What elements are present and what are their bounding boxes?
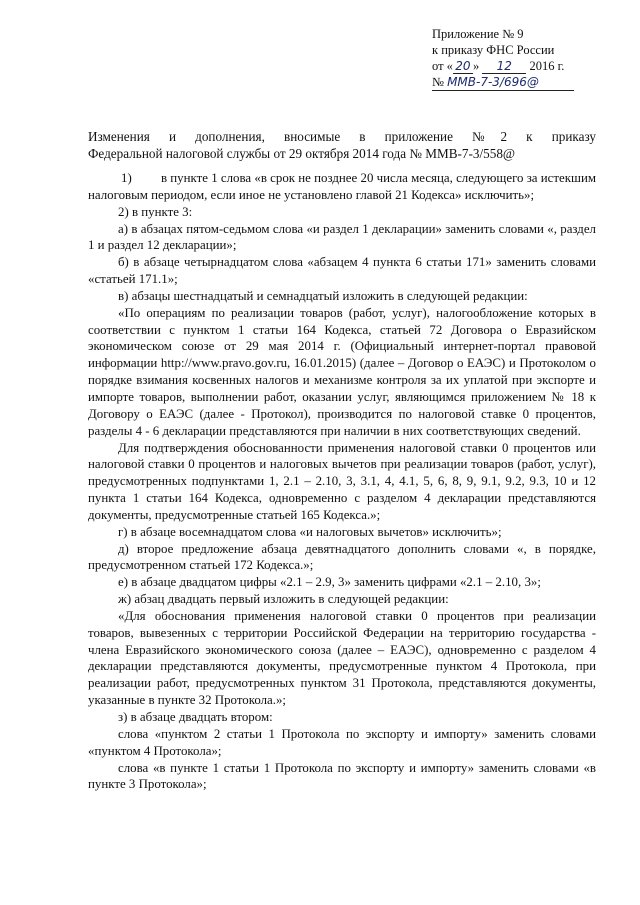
paragraph: е) в абзаце двадцатом цифры «2.1 – 2.9, 3» заменить цифрами «2.1 – 2.10, 3»; [118,575,541,590]
appendix-date [432,58,632,74]
date-month: 12 [482,60,526,74]
paragraph: г) в абзаце восемнадцатом слова «и налоговых вычетов» исключить»; [118,524,502,539]
appendix-order-ref: к приказу ФНС России [432,43,555,57]
appendix-header [432,26,632,91]
date-year: 2016 г. [529,59,565,73]
order-prefix: № [432,75,444,89]
title-line-1: Изменения и дополнения, вносимые в приложение №2 к приказу [88,129,596,144]
paragraph: Для подтверждения обоснованности применения налоговой ставки 0 процентов или налоговой ставки 0 процентов и налоговых вычетов при реализации товаров (работ, услуг), предусмотренных подпунктами 1, 2.1 – 2.10, 3, 3.1, 4, 4.1, 5, 6, 8, 9, 9.1, 9.2, 9.3, 10 и 12 пункта 1 статьи 164 Кодекса, одновременно с разделом 4 декларации представляются документы, предусмотренные статьей 165 Кодекса.»; [88,440,596,522]
paragraph: слова «пунктом 2 статьи 1 Протокола по экспорту и импорту» заменить словами «пунктом 4 Протокола»; [88,726,596,758]
paragraph: а) в абзацах пятом-седьмом слова «и раздел 1 декларации» заменить словами «, раздел 1 и раздел 12 декларации»; [88,221,596,253]
date-mid: » [472,59,480,73]
document-title [88,128,596,162]
appendix-number: Приложение № 9 [432,27,524,41]
document-body [88,170,596,793]
date-day: 20 [453,60,473,74]
paragraph: з) в абзаце двадцать втором: [118,710,273,724]
paragraph: ж) абзац двадцать первый изложить в следующей редакции: [118,592,449,607]
date-prefix: от « [432,59,453,73]
paragraph: 1) в пункте 1 слова «в срок не позднее 20 числа месяца, следующего за истекшим налоговым периодом, если иное не установлено главой 21 Кодекса» исключить»; [88,171,596,202]
paragraph: д) второе предложение абзаца девятнадцатого дополнить словами «, в порядке, предусмотренном статьей 172 Кодекса.»; [88,541,596,573]
paragraph: слова «в пункте 1 статьи 1 Протокола по экспорту и импорту» заменить словами «в пункте 3 Протокола»; [88,760,596,792]
order-number-handwritten: ММВ-7-3/696@ [447,75,539,89]
appendix-order-number [432,74,574,91]
paragraph: в) абзацы шестнадцатый и семнадцатый изложить в следующей редакции: [118,288,528,303]
paragraph: «По операциям по реализации товаров (работ, услуг), налогообложение которых в соответствии с пунктом 1 статьи 164 Кодекса, статьей 72 Договора о Евразийском экономическом союзе от 29 мая 2014 г. (Официальный интернет-портал правовой информации http://www.pravo.gov.ru, 16.01.2015) (далее – Договор о ЕАЭС) и Протоколом о порядке взимания косвенных налогов и механизме контроля за их уплатой при экспорте и импорте товаров, выполнении работ, оказании услуг, являющимся приложением № 18 к Договору о ЕАЭС (далее - Протокол), производится по налоговой ставке 0 процентов, разделы 4 - 6 декларации представляются при наличии в них соответствующих сведений. [88,305,596,438]
paragraph: б) в абзаце четырнадцатом слова «абзацем 4 пункта 6 статьи 171» заменить словами «статьей 171.1»; [88,255,596,287]
paragraph: «Для обоснования применения налоговой ставки 0 процентов при реализации товаров, вывезенных с территории Российской Федерации на территорию государства - члена Евразийского экономического союза (далее – ЕАЭС), одновременно с разделом 4 декларации представляются документы, предусмотренные пунктом 4 Протокола, при реализации работ, предусмотренных пунктом 31 Протокола, представляются документы, указанные в пункте 32 Протокола.»; [88,608,596,708]
paragraph: 2) в пункте 3: [118,204,193,219]
title-line-2: Федеральной налоговой службы от 29 октября 2014 года № ММВ-7-3/558@ [88,146,516,161]
